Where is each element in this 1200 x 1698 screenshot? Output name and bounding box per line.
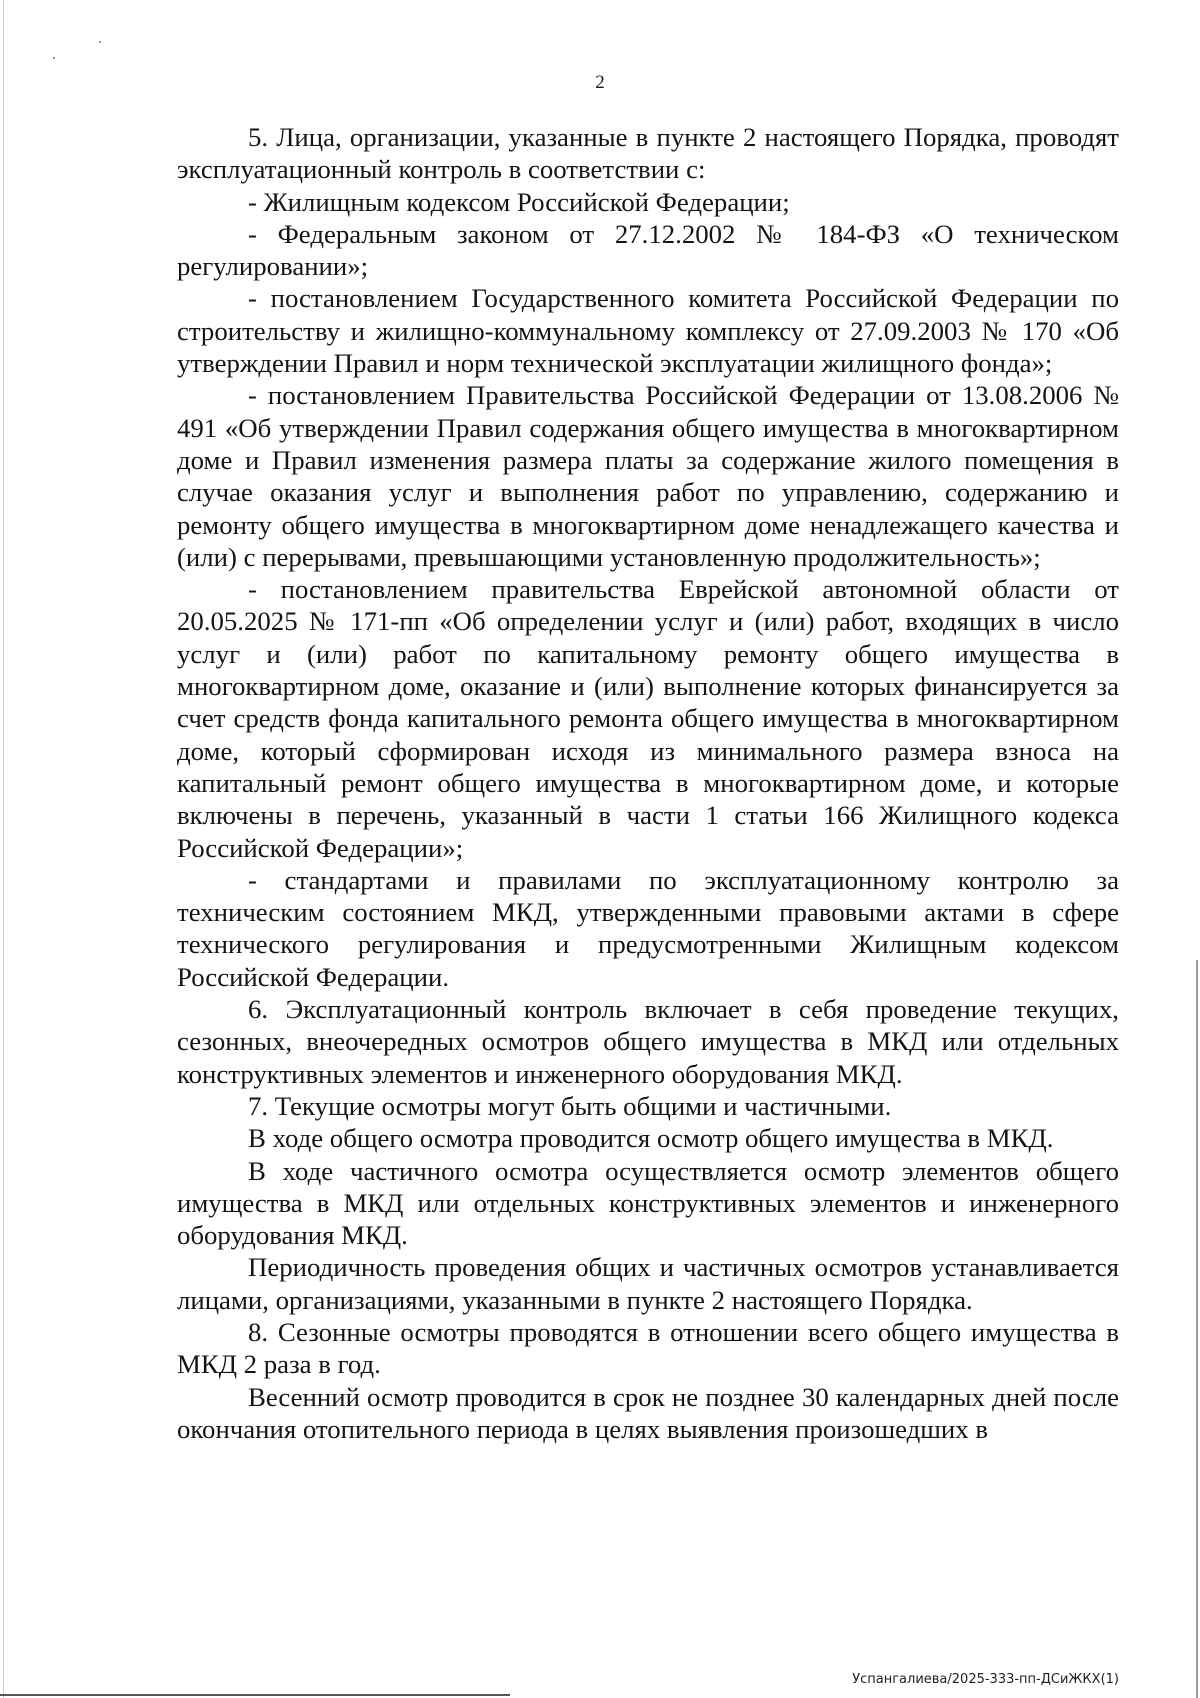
list-item-standards: - стандартами и правилами по эксплуатационному контролю за техническим состоянием МКД, утвержденными правовыми актами в сфере технического регулирования и предусмотренными Жилищным кодексом Российской Федерации. bbox=[177, 864, 1119, 992]
scan-edge-left bbox=[3, 0, 4, 1698]
paragraph-periodicity: Периодичность проведения общих и частичных осмотров устанавливается лицами, организациями, указанными в пункте 2 настоящего Порядка. bbox=[177, 1252, 1119, 1315]
list-item-gosstroy-resolution: - постановлением Государственного комитета Российской Федерации по строительству и жилищно-коммунальному комплексу от 27.09.2003 № 170 «Об утверждении Правил и норм технической эксплуатации жилищного фонда»; bbox=[177, 283, 1119, 379]
paragraph-general-inspection: В ходе общего осмотра проводится осмотр общего имущества в МКД. bbox=[248, 1123, 1054, 1154]
scan-speck bbox=[99, 41, 101, 43]
paragraph-partial-inspection: В ходе частичного осмотра осуществляется осмотр элементов общего имущества в МКД или отдельных конструктивных элементов и инженерного оборудования МКД. bbox=[177, 1155, 1119, 1251]
document-body bbox=[177, 121, 1119, 1445]
list-item-jao-resolution-171: - постановлением правительства Еврейской автономной области от 20.05.2025 № 171-пп «Об определении услуг и (или) работ, входящих в число услуг и (или) работ по капитальному ремонту общего имущества в многоквартирном доме, оказание и (или) выполнение которых финансируется за счет средств фонда капитального ремонта общего имущества в многоквартирном доме, который сформирован исходя из минимального размера взноса на капитальный ремонт общего имущества в многоквартирном доме, и которые включены в перечень, указанный в части 1 статьи 166 Жилищного кодекса Российской Федерации»; bbox=[177, 574, 1119, 863]
paragraph-6: 6. Эксплуатационный контроль включает в себя проведение текущих, сезонных, внеочередных осмотров общего имущества в МКД или отдельных конструктивных элементов и инженерного оборудования МКД. bbox=[177, 994, 1119, 1089]
paragraph-5-intro: 5. Лица, организации, указанные в пункте 2 настоящего Порядка, проводят эксплуатационный контроль в соответствии с: bbox=[177, 122, 1119, 185]
scan-edge-bottom bbox=[0, 1694, 510, 1696]
paragraph-8: 8. Сезонные осмотры проводятся в отношении всего общего имущества в МКД 2 раза в год. bbox=[177, 1316, 1119, 1380]
scan-edge-right bbox=[1196, 960, 1198, 1698]
footer-document-reference: Успангалиева/2025-333-пп-ДСиЖКХ(1) bbox=[852, 1672, 1119, 1687]
scan-speck bbox=[53, 57, 55, 59]
list-item-housing-code: - Жилищным кодексом Российской Федерации; bbox=[248, 186, 790, 217]
list-item-federal-law: - Федеральным законом от 27.12.2002 № 184-ФЗ «О техническом регулировании»; bbox=[177, 218, 1119, 282]
page-number: 2 bbox=[595, 72, 605, 93]
paragraph-spring-inspection: Весенний осмотр проводится в срок не позднее 30 календарных дней после окончания отопительного периода в целях выявления произошедших в bbox=[177, 1381, 1119, 1444]
list-item-government-resolution-491: - постановлением Правительства Российской Федерации от 13.08.2006 № 491 «Об утверждении Правил содержания общего имущества в многоквартирном доме и Правил изменения размера платы за содержание жилого помещения в случае оказания услуг и выполнения работ по управлению, содержанию и ремонту общего имущества в многоквартирном доме ненадлежащего качества и (или) с перерывами, превышающими установленную продолжительность»; bbox=[177, 380, 1119, 572]
paragraph-7: 7. Текущие осмотры могут быть общими и частичными. bbox=[248, 1090, 892, 1121]
